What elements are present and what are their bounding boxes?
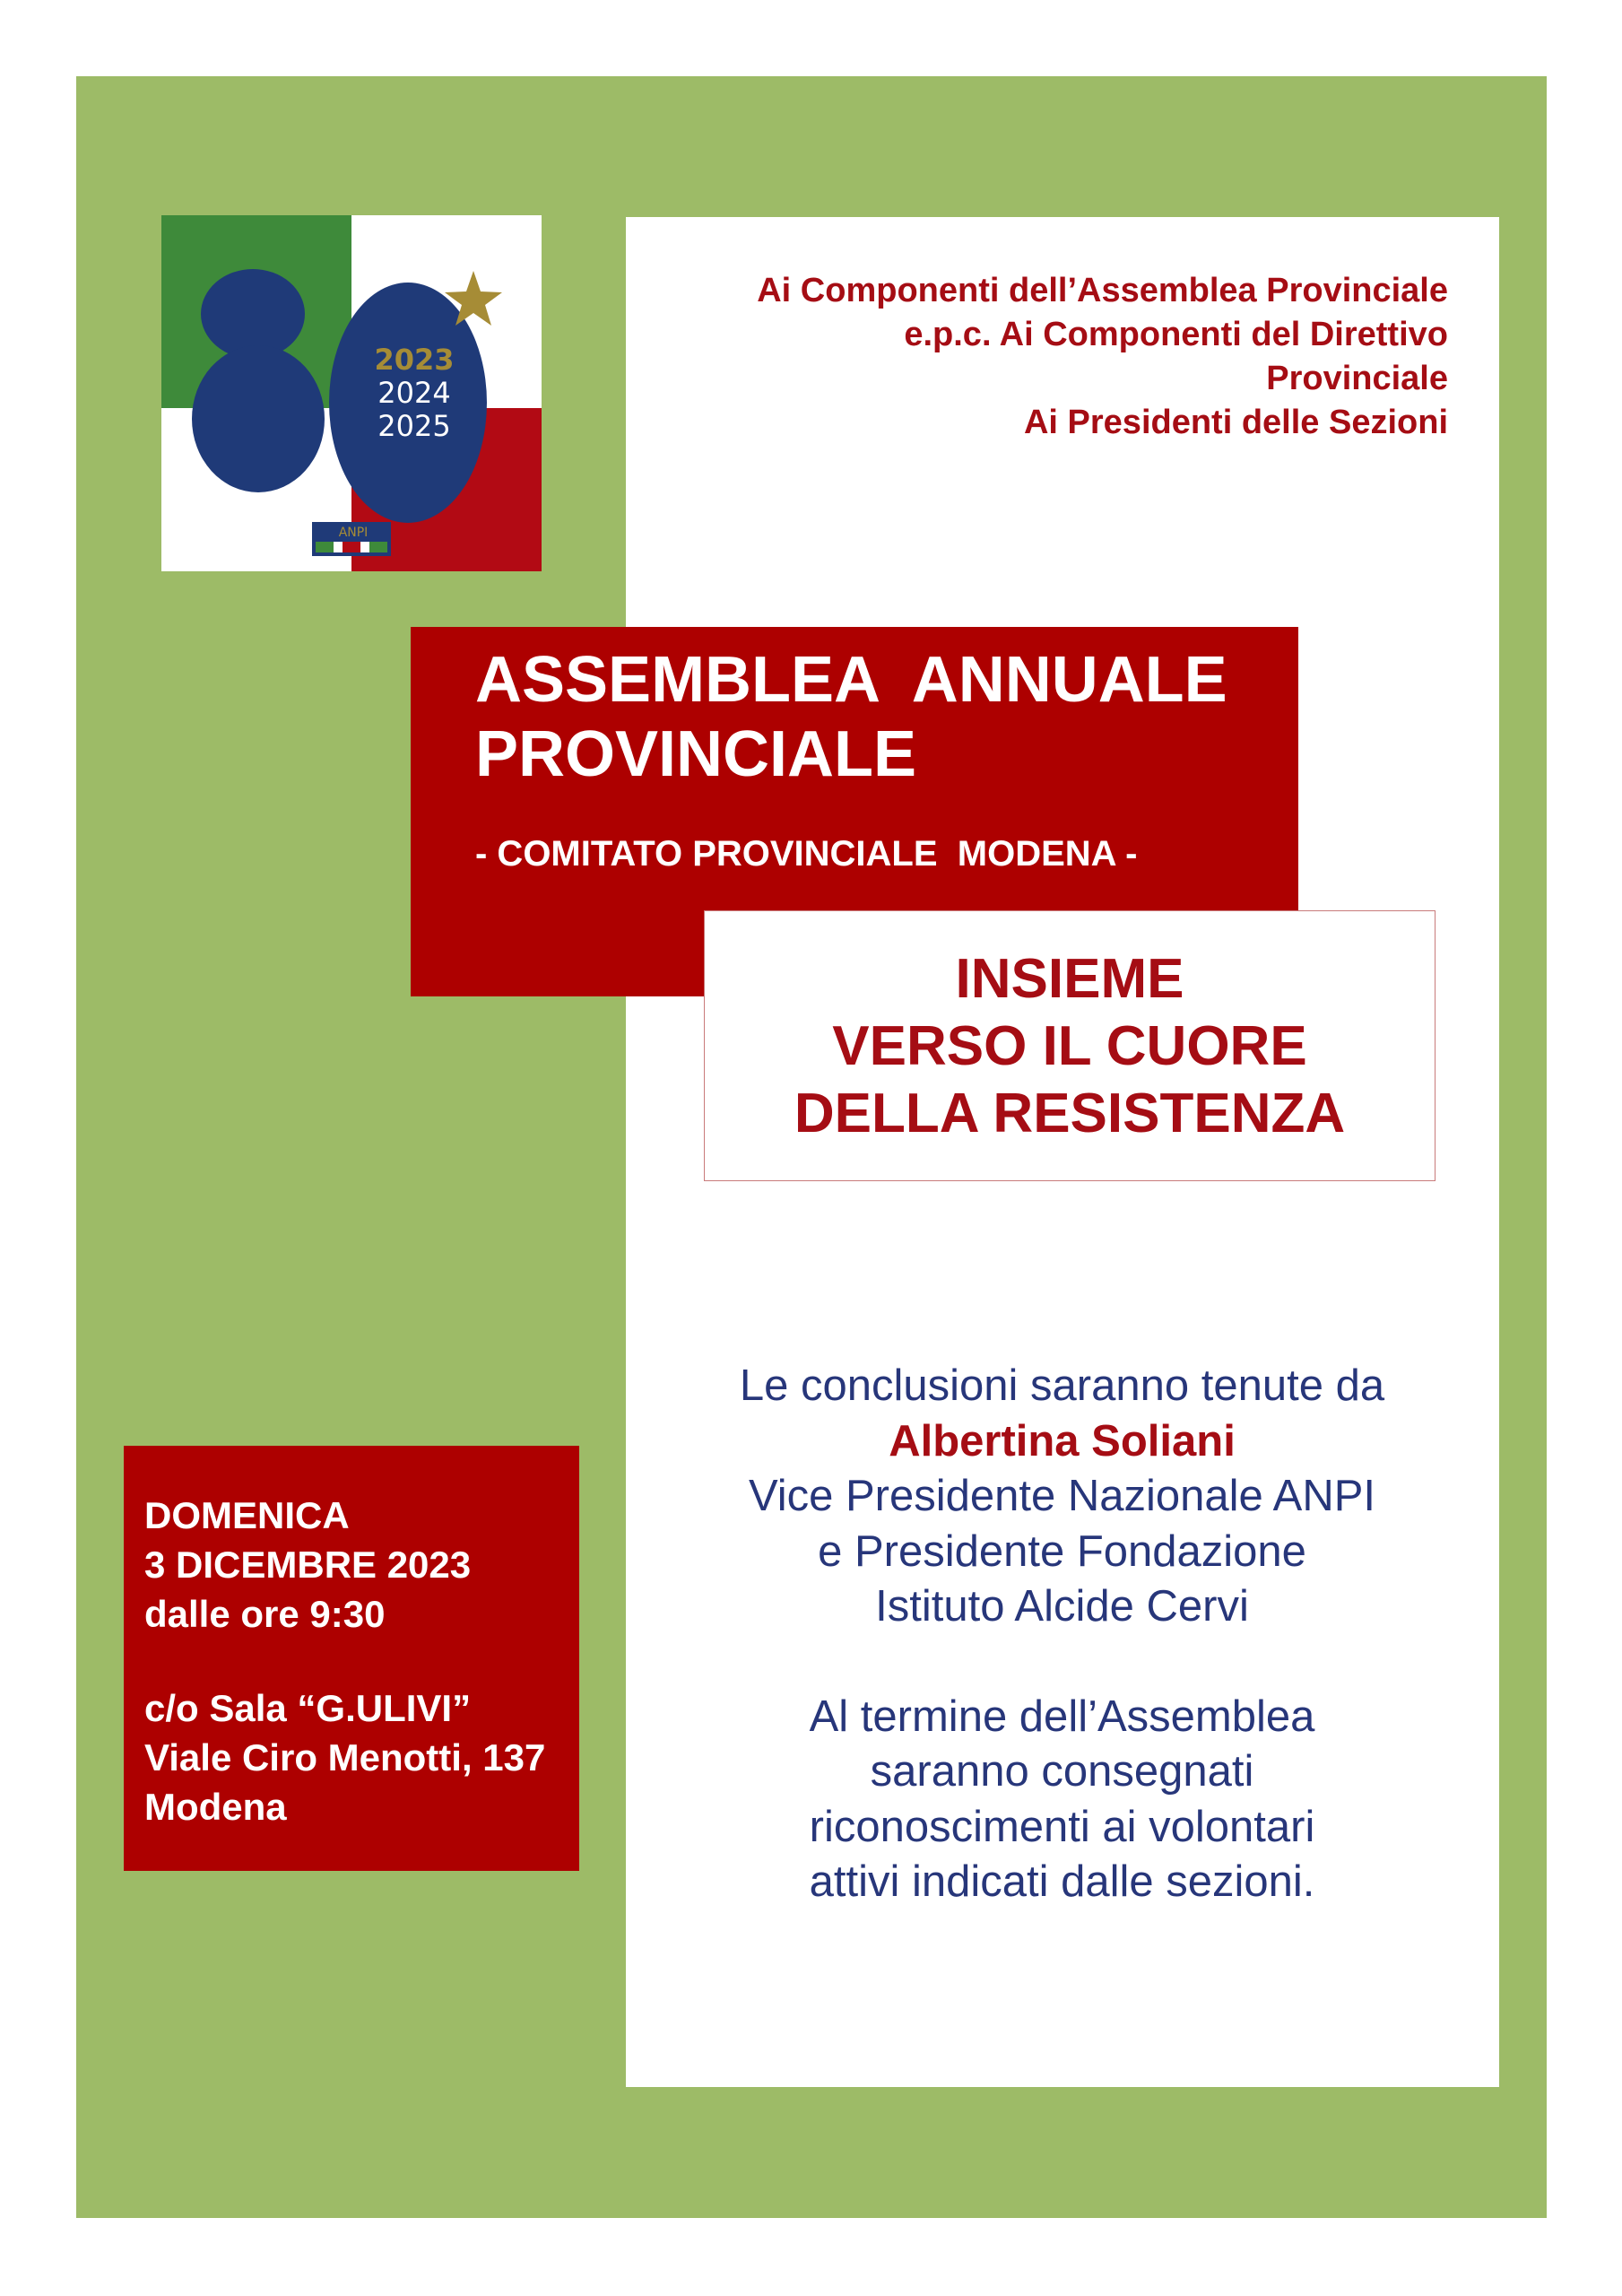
motto-box <box>704 910 1436 1181</box>
recipient-line: e.p.c. Ai Componenti del Direttivo <box>904 316 1448 353</box>
event-day: DOMENICA <box>144 1494 350 1536</box>
anpi-badge-label: ANPI <box>338 526 369 540</box>
closing-line: Al termine dell’Assemblea <box>809 1692 1315 1741</box>
event-date: 3 DICEMBRE 2023 <box>144 1544 472 1586</box>
closing-line: attivi indicati dalle sezioni. <box>809 1857 1315 1906</box>
speaker-name: Albertina Soliani <box>889 1416 1236 1465</box>
recipients-block <box>646 269 1448 445</box>
main-title-line-2: PROVINCIALE <box>475 718 917 790</box>
event-venue: c/o Sala “G.ULIVI” <box>144 1687 472 1729</box>
event-time: dalle ore 9:30 <box>144 1593 386 1635</box>
logo-year-2024: 2024 <box>377 376 451 410</box>
logo-year-2023: 2023 <box>374 343 455 377</box>
recipient-line: Ai Componenti dell’Assemblea Provinciale <box>757 272 1448 309</box>
speaker-role-line: Vice Presidente Nazionale ANPI <box>748 1472 1376 1520</box>
speaker-role-line: Istituto Alcide Cervi <box>875 1582 1249 1631</box>
event-details-box <box>124 1446 579 1871</box>
closing-line: riconoscimenti ai volontari <box>809 1802 1315 1851</box>
speaker-role-line: e Presidente Fondazione <box>818 1526 1306 1576</box>
recipient-line: Provinciale <box>1266 360 1448 397</box>
motto-line: DELLA RESISTENZA <box>794 1083 1346 1144</box>
anpi-badge <box>312 522 391 556</box>
anpi-80-anniversary-logo <box>161 215 542 571</box>
conclusions-block <box>647 1359 1477 1910</box>
event-address: Viale Ciro Menotti, 137 <box>144 1736 546 1779</box>
event-city: Modena <box>144 1786 287 1828</box>
recipient-line: Ai Presidenti delle Sezioni <box>1023 404 1448 441</box>
subtitle <box>475 831 1264 876</box>
closing-line: saranno consegnati <box>870 1747 1254 1796</box>
main-title-line-1: ASSEMBLEA ANNUALE <box>475 644 1227 716</box>
motto-line: INSIEME <box>955 948 1184 1010</box>
subtitle-text: - COMITATO PROVINCIALE MODENA - <box>475 834 1138 874</box>
main-title <box>475 643 1264 792</box>
motto-line: VERSO IL CUORE <box>832 1015 1307 1077</box>
logo-year-2025: 2025 <box>377 409 451 443</box>
conclusions-intro: Le conclusioni saranno tenute da <box>739 1361 1385 1410</box>
